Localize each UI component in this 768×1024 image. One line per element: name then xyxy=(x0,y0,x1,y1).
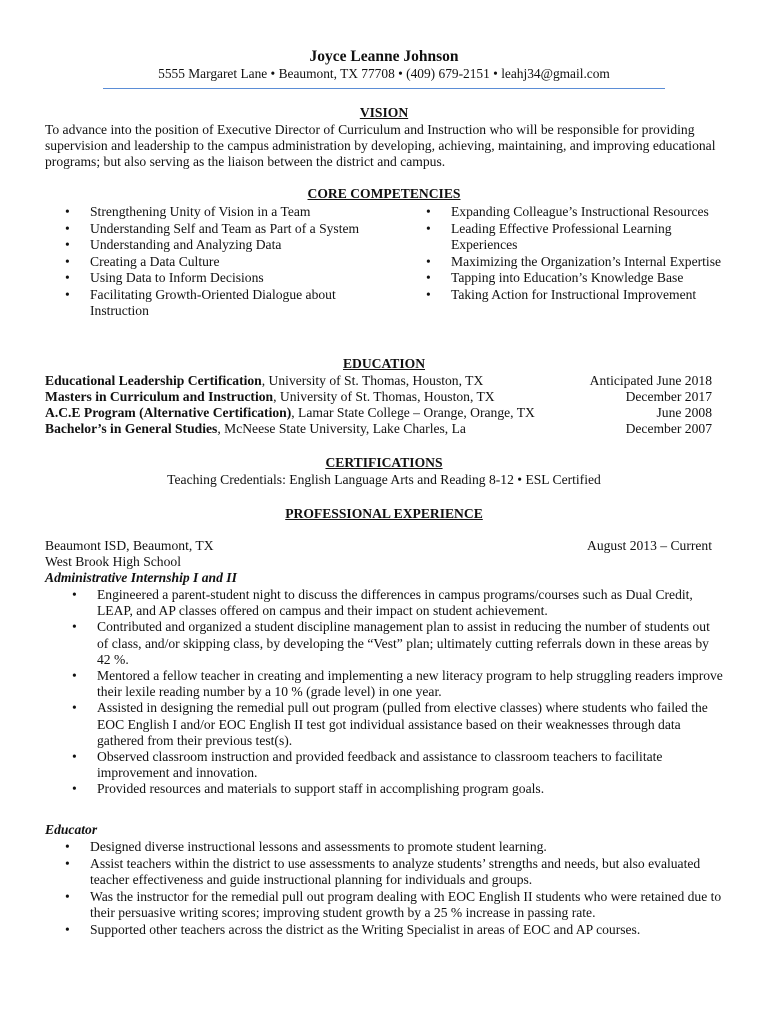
list-item: • Engineered a parent-student night to discuss the differences in campus programs/courses such as Dual Credit, LEAP, and AP classes offered on campus and their impact on student achievement. xyxy=(45,587,723,619)
employment-dates: August 2013 – Current xyxy=(587,538,712,553)
degree-name: Masters in Curriculum and Instruction xyxy=(45,389,274,404)
competencies-left-list xyxy=(63,204,363,320)
education-date: December 2007 xyxy=(625,421,712,436)
list-item: • Leading Effective Professional Learning Experiences xyxy=(424,221,724,254)
education-date: June 2008 xyxy=(656,405,712,420)
degree-name: Educational Leadership Certification xyxy=(45,373,262,388)
list-item: • Expanding Colleague’s Instructional Resources xyxy=(424,204,724,221)
certifications-text: Teaching Credentials: English Language Arts and Reading 8-12 • ESL Certified xyxy=(167,472,601,487)
role-bullets xyxy=(45,587,723,798)
list-item: • Understanding Self and Team as Part of a System xyxy=(63,221,363,238)
education-entry xyxy=(45,405,712,421)
employer-row xyxy=(45,538,712,554)
role-title: Educator xyxy=(45,822,98,837)
list-item: • Understanding and Analyzing Data xyxy=(63,237,363,254)
competencies-heading: CORE COMPETENCIES xyxy=(307,186,461,201)
certifications-heading: CERTIFICATIONS xyxy=(325,455,443,470)
candidate-name: Joyce Leanne Johnson xyxy=(309,48,459,65)
vision-heading: VISION xyxy=(359,105,409,120)
list-item: • Supported other teachers across the district as the Writing Specialist in areas of EOC and AP courses. xyxy=(63,922,723,939)
degree-name: Bachelor’s in General Studies xyxy=(45,421,218,436)
list-item: • Facilitating Growth-Oriented Dialogue about Instruction xyxy=(63,287,363,320)
school-name: , Lamar State College – Orange, Orange, TX xyxy=(291,405,535,420)
employer-name: Beaumont ISD, Beaumont, TX xyxy=(45,538,214,553)
competencies-right-list xyxy=(424,204,724,303)
list-item: • Using Data to Inform Decisions xyxy=(63,270,363,287)
header-divider xyxy=(103,88,665,89)
list-item: • Strengthening Unity of Vision in a Team xyxy=(63,204,363,221)
list-item: • Taking Action for Instructional Improvement xyxy=(424,287,724,304)
list-item: • Tapping into Education’s Knowledge Base xyxy=(424,270,724,287)
experience-heading: PROFESSIONAL EXPERIENCE xyxy=(285,506,483,521)
education-entry xyxy=(45,373,712,389)
school-name: West Brook High School xyxy=(45,554,181,569)
vision-text: To advance into the position of Executive Director of Curriculum and Instruction who will be responsible for providing supervision and leadership to the campus administration by developing, achieving, maintaining, and improving educational programs; but also serving as the liaison between the district and campus. xyxy=(45,122,716,169)
list-item: • Creating a Data Culture xyxy=(63,254,363,271)
list-item: • Was the instructor for the remedial pull out program dealing with EOC English II students who were retained due to their persuasive writing scores; improving student growth by a 25 % increase in passing rate. xyxy=(63,889,723,922)
list-item: • Observed classroom instruction and provided feedback and assistance to classroom teachers to facilitate improvement and innovation. xyxy=(45,749,723,781)
list-item: • Maximizing the Organization’s Internal Expertise xyxy=(424,254,724,271)
education-entry xyxy=(45,421,712,437)
list-item: • Provided resources and materials to support staff in accomplishing program goals. xyxy=(45,781,723,797)
school-name: , University of St. Thomas, Houston, TX xyxy=(273,389,495,404)
education-date: December 2017 xyxy=(625,389,712,404)
education-date: Anticipated June 2018 xyxy=(589,373,712,388)
list-item: • Mentored a fellow teacher in creating and implementing a new literacy program to help struggling readers improve their lexile reading number by a 10 % (grade level) in one year. xyxy=(45,668,723,700)
school-name: , University of St. Thomas, Houston, TX xyxy=(261,373,484,388)
school-name: , McNeese State University, Lake Charles, La xyxy=(217,421,466,436)
education-heading: EDUCATION xyxy=(342,356,426,371)
list-item: • Designed diverse instructional lessons and assessments to promote student learning. xyxy=(63,839,723,856)
contact-line: 5555 Margaret Lane • Beaumont, TX 77708 • (409) 679-2151 • leahj34@gmail.com xyxy=(158,66,610,81)
role-bullets xyxy=(63,839,723,938)
education-entry xyxy=(45,389,712,405)
degree-name: A.C.E Program (Alternative Certification) xyxy=(45,405,292,420)
list-item: • Contributed and organized a student discipline management plan to assist in reducing the number of students out of class, and/or skipping class, by developing the “Vest” plan; ultimately cutting referrals down in these areas by 42 %. xyxy=(45,619,723,668)
resume-header xyxy=(0,47,768,82)
list-item: • Assisted in designing the remedial pull out program (pulled from elective classes) where students who failed the EOC English I and/or EOC English II test got individual assistance based on their weaknesses through data gathered from their previous test(s). xyxy=(45,700,723,749)
list-item: • Assist teachers within the district to use assessments to analyze students’ strengths and needs, but also evaluated teacher effectiveness and guide instructional planning for individuals and groups. xyxy=(63,856,723,889)
role-title: Administrative Internship I and II xyxy=(45,570,237,585)
